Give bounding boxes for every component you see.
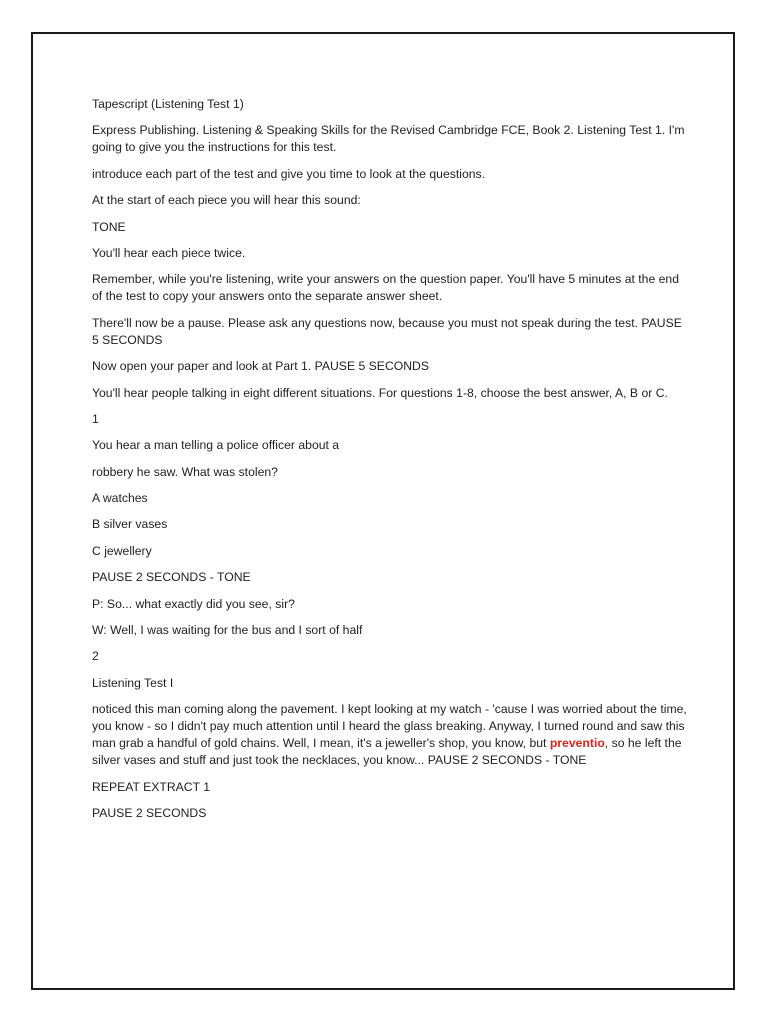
paragraph: You'll hear each piece twice. xyxy=(92,245,246,260)
paragraph: introduce each part of the test and give you time to look at the questions. xyxy=(92,166,486,181)
dialogue-line: W: Well, I was waiting for the bus and I sort of half xyxy=(92,623,363,638)
question-number: 1 xyxy=(92,411,99,426)
document-body xyxy=(92,96,692,831)
dialogue-text: , so he left the silver vases and stuff and just took the necklaces, you know... PAUSE 2 SECONDS - TONE xyxy=(92,736,682,768)
paragraph: REPEAT EXTRACT 1 xyxy=(92,779,211,794)
dialogue-line: P: So... what exactly did you see, sir? xyxy=(92,596,295,611)
question-text: You hear a man telling a police officer about a xyxy=(92,438,340,453)
paragraph: You'll hear people talking in eight different situations. For questions 1-8, choose the best answer, A, B or C. xyxy=(92,385,668,400)
answer-option: C jewellery xyxy=(92,543,152,558)
page-number: 2 xyxy=(92,649,99,664)
paragraph: PAUSE 2 SECONDS - TONE xyxy=(92,570,251,585)
highlighted-word: preventio xyxy=(549,736,605,751)
intro-paragraph: Express Publishing. Listening & Speaking Skills for the Revised Cambridge FCE, Book 2. Listening Test 1. I'm going to give you the instructions for this test. xyxy=(92,123,685,155)
paragraph: There'll now be a pause. Please ask any questions now, because you must not speak during the test. PAUSE 5 SECONDS xyxy=(92,315,682,347)
paragraph: Remember, while you're listening, write your answers on the question paper. You'll have 5 minutes at the end of the test to copy your answers onto the separate answer sheet. xyxy=(92,272,680,304)
answer-option: B silver vases xyxy=(92,517,168,532)
dialogue-paragraph xyxy=(92,701,692,769)
paragraph: PAUSE 2 SECONDS xyxy=(92,805,207,820)
document-page xyxy=(31,32,735,990)
answer-option: A watches xyxy=(92,491,148,506)
paragraph: At the start of each piece you will hear this sound: xyxy=(92,193,361,208)
paragraph: TONE xyxy=(92,219,126,234)
document-title: Tapescript (Listening Test 1) xyxy=(92,97,244,111)
running-header: Listening Test I xyxy=(92,675,174,690)
question-text: robbery he saw. What was stolen? xyxy=(92,464,278,479)
dialogue-text: noticed this man coming along the pavement. I kept looking at my watch - 'cause I was worried about the time, you know - so I didn't pay much attention until I heard the glass breaking. Anyway, I turned round and saw this man grab a handful of gold chains. Well, I mean, it's a jeweller's shop, you know, but xyxy=(92,702,687,751)
paragraph: Now open your paper and look at Part 1. PAUSE 5 SECONDS xyxy=(92,359,430,374)
